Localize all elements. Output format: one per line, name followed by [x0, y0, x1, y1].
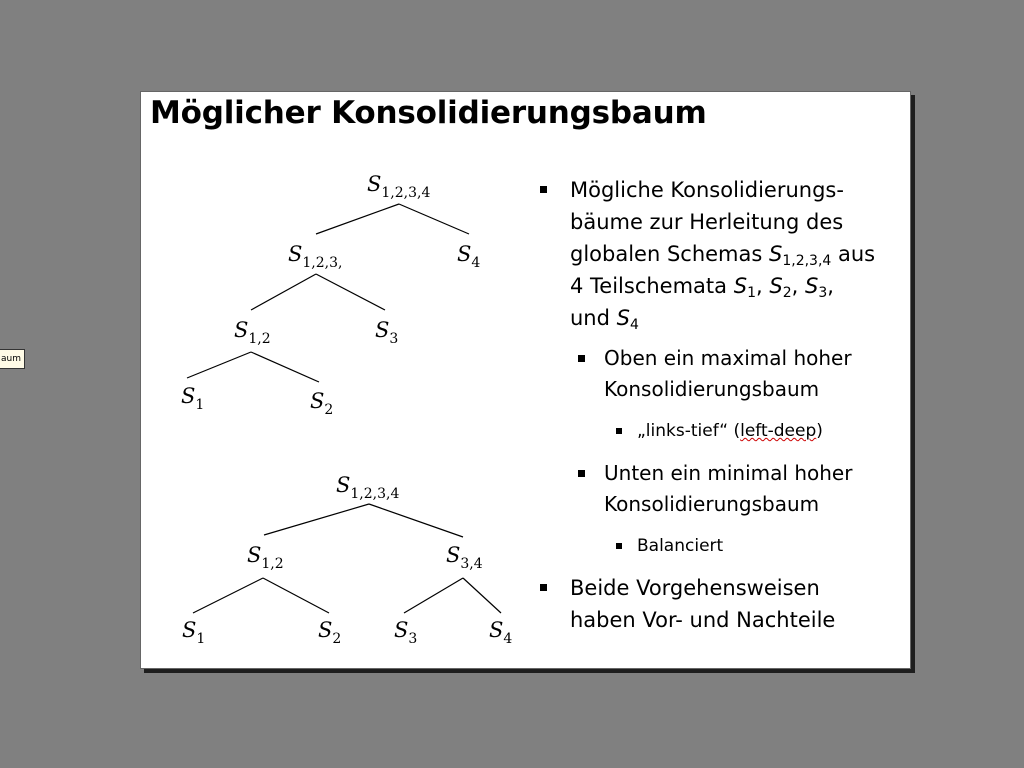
- tree-balanced: [182, 473, 512, 647]
- bullet-text: Oben ein maximal hoher Konsolidierungsbaum: [604, 346, 852, 401]
- bullet-square-icon: [540, 186, 547, 193]
- tree2-edge: [263, 578, 329, 613]
- bullet-text: Unten ein minimal hoher Konsolidierungsbaum: [604, 461, 853, 516]
- tree2-node-s34: $S_{3,4}$: [446, 543, 483, 572]
- tree2-edge: [193, 578, 263, 613]
- tree1-node-s3: $S_3$: [375, 318, 399, 347]
- tree2-node-s4: $S_4$: [489, 618, 513, 647]
- tree1-edge: [251, 352, 319, 382]
- tree2-edge: [264, 504, 369, 535]
- tree2-node-s2: $S_2$: [318, 618, 342, 647]
- slide-title: Möglicher Konsolidierungsbaum: [150, 95, 707, 131]
- bullet-square-icon: [578, 355, 585, 362]
- bullet-text: Balanciert: [637, 536, 724, 556]
- bullet-text: Mögliche Konsolidierungs- bäume zur Herleitung des globalen Schemas $S_{1,2,3,4}$ aus 4 Teilschemata $S_1$, $S_2$, $S_3$, und $S_4$: [570, 178, 876, 333]
- tree1-node-s12: $S_{1,2}$: [234, 318, 271, 347]
- tree2-edge: [369, 504, 463, 537]
- tree2-node-s12: $S_{1,2}$: [247, 543, 284, 572]
- bullet-level2: [578, 458, 908, 520]
- tree1-edge: [316, 274, 385, 310]
- bullet-text: Beide Vorgehensweisen haben Vor- und Nachteile: [570, 576, 836, 632]
- tree1-edge: [316, 204, 399, 234]
- bullet-level3: [616, 534, 906, 558]
- bullet-level3: [616, 419, 906, 443]
- tree2-node-s3: $S_3$: [394, 618, 418, 647]
- tree1-edge: [399, 204, 469, 234]
- bullet-level2: [578, 343, 908, 405]
- tree2-edge: [404, 578, 463, 613]
- bullet-level1: [540, 572, 910, 636]
- bullet-level1: [540, 174, 910, 334]
- tree1-node-s2: $S_2$: [310, 389, 334, 418]
- tree2-node-s1: $S_1$: [182, 618, 206, 647]
- tree-left-deep: [181, 172, 480, 418]
- side-tab-label[interactable]: aum: [0, 349, 25, 369]
- bullet-square-icon: [578, 470, 585, 477]
- bullet-square-icon: [540, 584, 547, 591]
- tree1-root-node: $S_{1,2,3,4}$: [367, 172, 431, 201]
- bullet-square-icon: [616, 543, 622, 549]
- bullet-text: „links-tief“ (left-deep): [637, 421, 823, 441]
- tree1-node-s1: $S_1$: [181, 384, 205, 413]
- tree1-edge: [251, 274, 316, 310]
- tree1-edge: [187, 352, 251, 378]
- tree2-root-node: $S_{1,2,3,4}$: [336, 473, 400, 502]
- tree1-node-s4: $S_4$: [457, 242, 481, 271]
- tree1-node-s123: $S_{1,2,3,}$: [288, 242, 343, 271]
- slide: [140, 91, 911, 669]
- bullet-square-icon: [616, 428, 622, 434]
- tree2-edge: [463, 578, 501, 613]
